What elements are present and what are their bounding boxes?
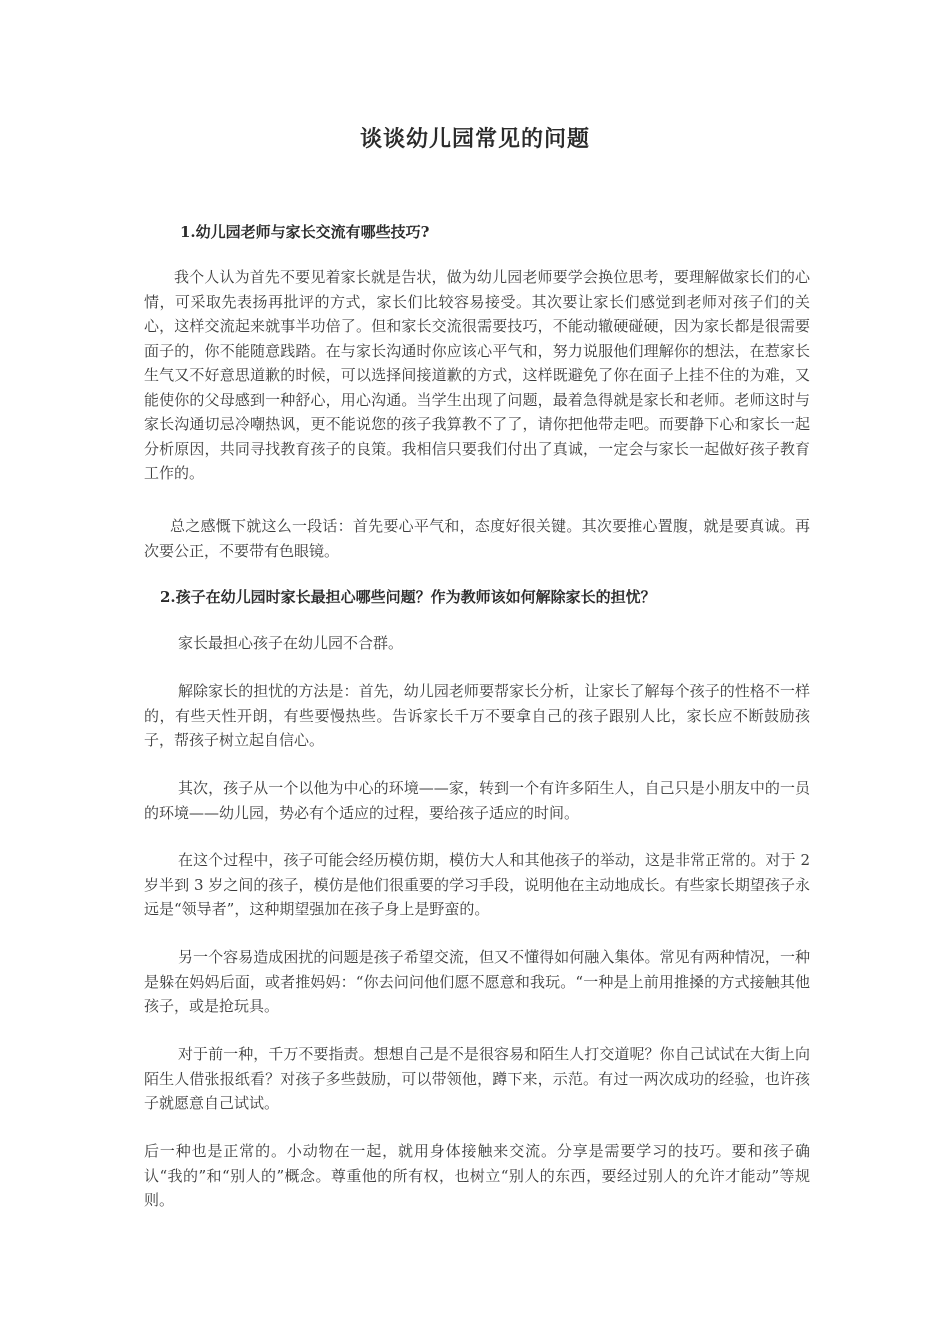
section-2-paragraph-1: 家长最担心孩子在幼儿园不合群。	[178, 634, 404, 652]
section-2-heading: 2.孩子在幼儿园时家长最担心哪些问题？作为教师该如何解除家长的担忧？	[160, 588, 656, 606]
section-2-paragraph-2: 解除家长的担忧的方法是：首先，幼儿园老师要帮家长分析，让家长了解每个孩子的性格不一样的，有些天性开朗，有些要慢热些。告诉家长千万不要拿自己的孩子跟别人比，家长应不断鼓励孩子，帮孩子树立起自信心。	[144, 682, 810, 749]
section-2-paragraph-3: 其次，孩子从一个以他为中心的环境——家，转到一个有许多陌生人，自己只是小朋友中的一员的环境——幼儿园，势必有个适应的过程，要给孩子适应的时间。	[144, 779, 810, 822]
section-1-paragraph-1: 我个人认为首先不要见着家长就是告状，做为幼儿园老师要学会换位思考，要理解做家长们的心情，可采取先表扬再批评的方式，家长们比较容易接受。其次要让家长们感觉到老师对孩子们的关心，这样交流起来就事半功倍了。但和家长交流很需要技巧，不能动辙硬碰硬，因为家长都是很需要面子的，你不能随意践踏。在与家长沟通时你应该心平气和，努力说服他们理解你的想法，在惹家长生气又不好意思道歉的时候，可以选择间接道歉的方式，这样既避免了你在面子上挂不住的为难，又能使你的父母感到一种舒心，用心沟通。当学生出现了问题，最着急得就是家长和老师。老师这时与家长沟通切忌冷嘲热讽，更不能说您的孩子我算教不了了，请你把他带走吧。而要静下心和家长一起分析原因，共同寻找教育孩子的良策。我相信只要我们付出了真诚，一定会与家长一起做好孩子教育工作的。	[144, 268, 810, 482]
section-2-paragraph-7: 后一种也是正常的。小动物在一起，就用身体接触来交流。分享是需要学习的技巧。要和孩子确认“我的”和“别人的”概念。尊重他的所有权，也树立“别人的东西，要经过别人的允许才能动”等规则。	[144, 1142, 810, 1209]
section-2-paragraph-4: 在这个过程中，孩子可能会经历模仿期，模仿大人和其他孩子的举动，这是非常正常的。对于 2 岁半到 3 岁之间的孩子，模仿是他们很重要的学习手段，说明他在主动地成长。有些家长期望孩子永远是“领导者”，这种期望强加在孩子身上是野蛮的。	[144, 851, 810, 918]
section-2-paragraph-5: 另一个容易造成困扰的问题是孩子希望交流，但又不懂得如何融入集体。常见有两种情况，一种是躲在妈妈后面，或者推妈妈：“你去问问他们愿不愿意和我玩。“一种是上前用推搡的方式接触其他孩子，或是抢玩具。	[144, 948, 810, 1015]
section-1-paragraph-2: 总之感慨下就这么一段话：首先要心平气和，态度好很关键。其次要推心置腹，就是要真诚。再次要公正，不要带有色眼镜。	[144, 517, 810, 560]
document-title: 谈谈幼儿园常见的问题	[359, 126, 590, 152]
section-1-heading: 1.幼儿园老师与家长交流有哪些技巧?	[180, 223, 430, 241]
section-2-paragraph-6: 对于前一种，千万不要指责。想想自己是不是很容易和陌生人打交道呢？你自己试试在大街上向陌生人借张报纸看？对孩子多些鼓励，可以带领他，蹲下来，示范。有过一两次成功的经验，也许孩子就愿意自己试试。	[144, 1045, 810, 1112]
